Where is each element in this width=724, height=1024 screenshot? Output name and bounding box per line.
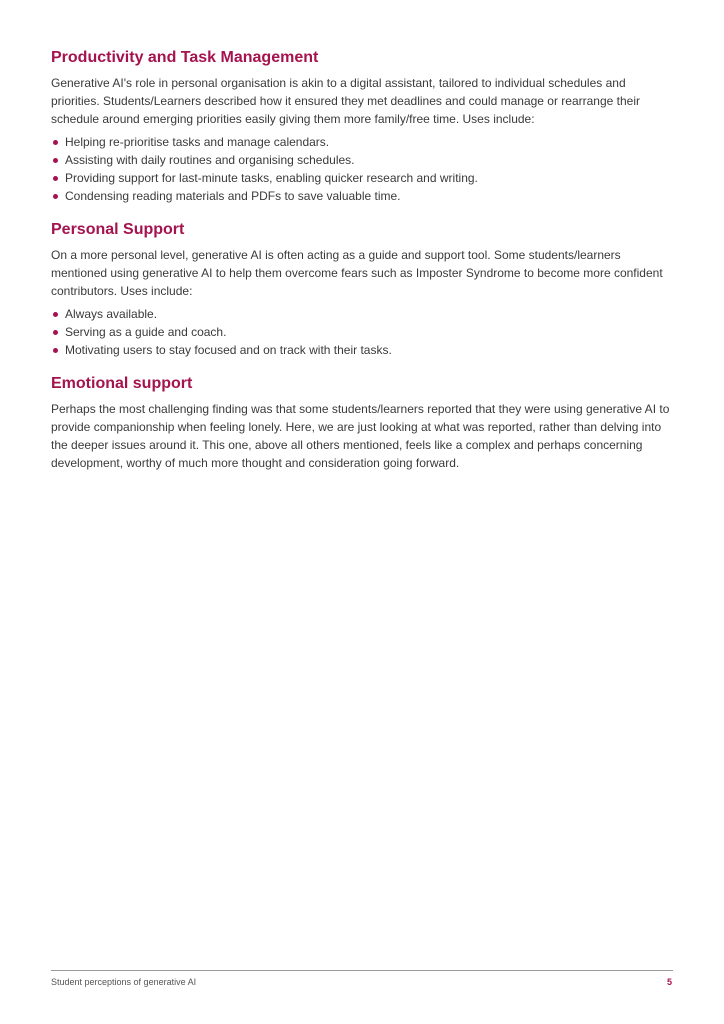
bullet-list	[51, 305, 673, 359]
section-title: Emotional support	[51, 375, 193, 392]
list-item	[51, 305, 673, 323]
section-title: Personal Support	[51, 221, 185, 238]
bullet-icon	[53, 176, 58, 181]
page-number: 5	[666, 977, 672, 987]
list-item-text: Serving as a guide and coach.	[65, 325, 227, 339]
list-item	[51, 151, 673, 169]
section-body: Generative AI's role in personal organisation is akin to a digital assistant, tailored to individual schedules and priorities. Students/Learners described how it ensured they met deadlines and could manage or rearrange their schedule around emerging priorities easily giving them more family/free time. Uses include:	[51, 76, 641, 126]
bullet-icon	[53, 348, 58, 353]
document-page	[51, 46, 673, 485]
list-item	[51, 133, 673, 151]
section-body: On a more personal level, generative AI is often acting as a guide and support tool. Some students/learners mentioned using generative AI to help them overcome fears such as Imposter Syndrome to become more confident contributors. Uses include:	[51, 248, 663, 298]
page-footer	[51, 970, 673, 988]
list-item	[51, 169, 673, 187]
section-emotional-support	[51, 372, 673, 472]
bullet-icon	[53, 330, 58, 335]
list-item	[51, 187, 673, 205]
section-title: Productivity and Task Management	[51, 49, 319, 66]
bullet-icon	[53, 194, 58, 199]
list-item-text: Always available.	[65, 307, 158, 321]
list-item-text: Assisting with daily routines and organising schedules.	[65, 153, 355, 167]
section-body: Perhaps the most challenging finding was that some students/learners reported that they were using generative AI to provide companionship when feeling lonely. Here, we are just looking at what was reported, rather than delving into the deeper issues around it. This one, above all others mentioned, feels like a complex and perhaps concerning development, worthy of much more thought and consideration going forward.	[51, 402, 670, 470]
bullet-list	[51, 133, 673, 205]
list-item-text: Condensing reading materials and PDFs to save valuable time.	[65, 189, 401, 203]
bullet-icon	[53, 312, 58, 317]
list-item-text: Helping re-prioritise tasks and manage calendars.	[65, 135, 330, 149]
list-item	[51, 323, 673, 341]
bullet-icon	[53, 158, 58, 163]
list-item	[51, 341, 673, 359]
section-personal-support	[51, 218, 673, 359]
footer-title: Student perceptions of generative AI	[51, 977, 197, 987]
list-item-text: Motivating users to stay focused and on track with their tasks.	[65, 343, 392, 357]
list-item-text: Providing support for last-minute tasks, enabling quicker research and writing.	[65, 171, 478, 185]
section-productivity	[51, 46, 673, 205]
bullet-icon	[53, 140, 58, 145]
